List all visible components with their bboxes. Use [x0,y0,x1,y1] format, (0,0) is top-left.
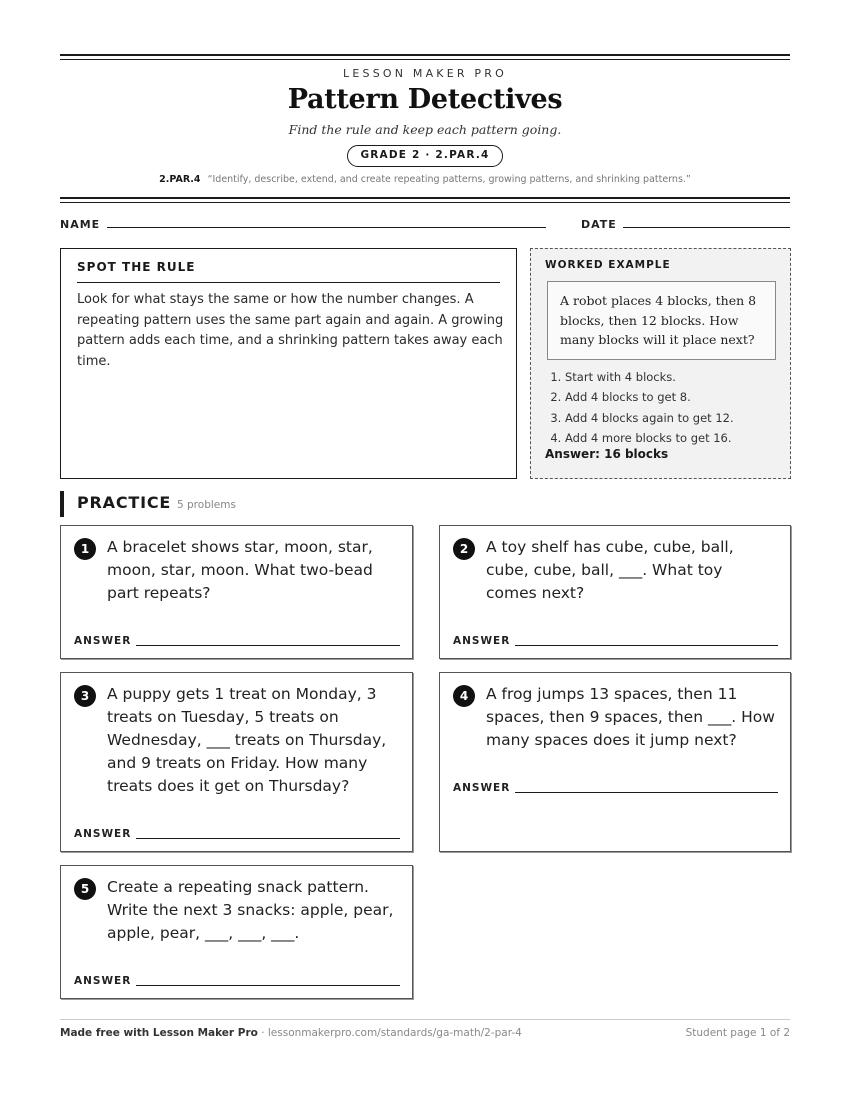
practice-count: 5 problems [177,499,236,511]
worked-step: 3. Add 4 blocks again to get 12. [565,408,734,428]
problem-card-1 [60,525,413,659]
answer-field-4[interactable] [515,792,778,793]
worked-example-answer: Answer: 16 blocks [545,447,669,461]
top-rule [60,54,790,56]
footer-page-number: Student page 1 of 2 [685,1027,790,1039]
grade-badge: GRADE 2 · 2.PAR.4 [347,145,503,167]
footer-url[interactable]: · lessonmakerpro.com/standards/ga-math/2-par-4 [257,1027,522,1039]
problem-number-badge: 5 [74,878,96,900]
standard-statement [0,174,850,185]
answer-field-2[interactable] [515,645,778,646]
date-field[interactable] [623,227,790,228]
standard-text: “Identify, describe, extend, and create repeating patterns, growing patterns, and shrinking patterns.” [207,174,691,185]
problem-number-badge: 1 [74,538,96,560]
problem-text: Create a repeating snack pattern. Write the next 3 snacks: apple, pear, apple, pear, ___, ___, ___. [107,878,394,942]
worked-example-heading: WORKED EXAMPLE [545,259,671,271]
practice-accent-bar [60,491,64,517]
brand-name: LESSON MAKER PRO [343,67,507,80]
spot-the-rule-heading: SPOT THE RULE [77,260,196,274]
footer-made-with: Made free with Lesson Maker Pro [60,1027,258,1039]
problem-text: A frog jumps 13 spaces, then 11 spaces, then 9 spaces, then ___. How many spaces does it jump next? [486,685,775,749]
page-subtitle: Find the rule and keep each pattern going. [288,122,562,137]
worked-example-problem: A robot places 4 blocks, then 8 blocks, then 12 blocks. How many blocks will it place next? [547,281,776,360]
answer-field-1[interactable] [136,645,400,646]
problem-text: A puppy gets 1 treat on Monday, 3 treats on Tuesday, 5 treats on Wednesday, ___ treats on Thursday, and 9 treats on Friday. How many treats does it get on Thursday? [107,685,387,795]
answer-field-3[interactable] [136,838,400,839]
practice-heading: PRACTICE [77,493,172,512]
answer-label: ANSWER [74,635,132,647]
name-field[interactable] [107,227,546,228]
date-label: DATE [581,218,617,231]
standard-code: 2.PAR.4 [159,174,201,185]
problem-card-2 [439,525,791,659]
footer-credit [60,1027,522,1039]
problem-card-3 [60,672,413,852]
footer-divider [60,1019,790,1020]
answer-label: ANSWER [74,975,132,987]
spot-the-rule-text: Look for what stays the same or how the number changes. A repeating pattern uses the same part again and again. A growing pattern adds each time, and a shrinking pattern takes away each time. [77,292,504,369]
answer-label: ANSWER [74,828,132,840]
problem-number-badge: 3 [74,685,96,707]
problem-number-badge: 2 [453,538,475,560]
top-rule-thin [60,59,790,60]
page-title: Pattern Detectives [287,84,563,115]
spot-the-rule-divider [77,282,500,283]
problem-card-5 [60,865,413,999]
worked-step: 2. Add 4 blocks to get 8. [565,387,734,407]
answer-label: ANSWER [453,782,511,794]
header-bottom-rule-thin [60,202,790,203]
problem-text: A toy shelf has cube, cube, ball, cube, cube, ball, ___. What toy comes next? [486,538,734,602]
name-label: NAME [60,218,101,231]
worked-step: 1. Start with 4 blocks. [565,367,734,387]
worked-step: 4. Add 4 more blocks to get 16. [565,428,734,448]
problem-card-4 [439,672,791,852]
worked-example-steps [551,367,734,448]
problem-number-badge: 4 [453,685,475,707]
problem-text: A bracelet shows star, moon, star, moon, star, moon. What two-bead part repeats? [107,538,373,602]
answer-field-5[interactable] [136,985,400,986]
header-bottom-rule [60,197,790,199]
spot-the-rule-box [60,248,517,479]
answer-label: ANSWER [453,635,511,647]
worked-example-box [530,248,791,479]
